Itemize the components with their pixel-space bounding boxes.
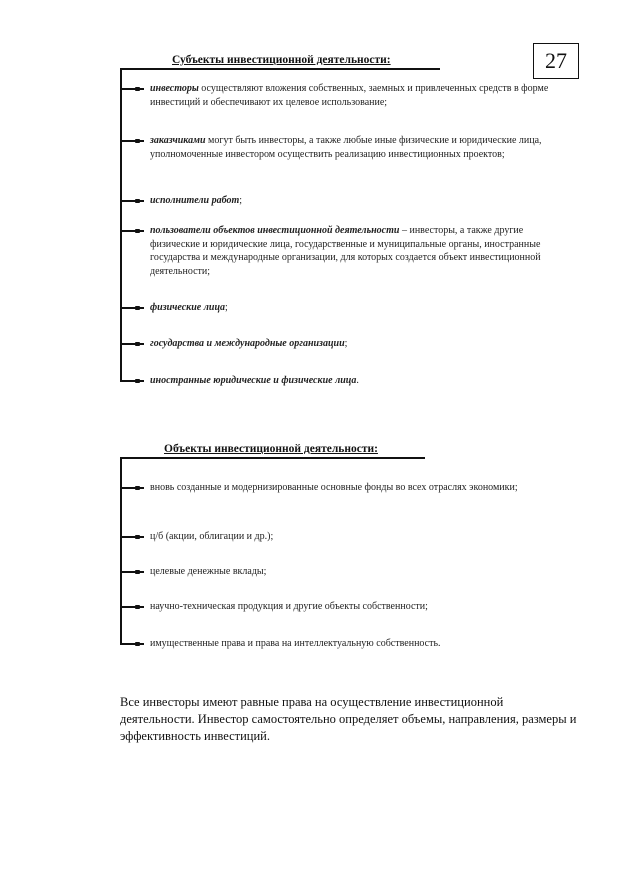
- list-item: [120, 530, 560, 544]
- item-text: могут быть инвесторы, а также любые иные физические и юридические лица, уполномоченные инвестором осуществить реализацию инвестиционных проектов;: [150, 135, 542, 160]
- item-term: заказчиками: [150, 135, 206, 146]
- item-term: государства и международные организации: [150, 338, 345, 349]
- bullet-icon: [120, 536, 144, 538]
- bullet-icon: [120, 606, 144, 608]
- list-item: [120, 600, 560, 614]
- bullet-icon: [120, 571, 144, 573]
- bullet-icon: [120, 307, 144, 309]
- item-text: имущественные права и права на интеллектуальную собственность.: [150, 638, 441, 649]
- item-text: целевые денежные вклады;: [150, 566, 267, 577]
- item-text: научно-техническая продукция и другие объекты собственности;: [150, 601, 428, 612]
- bullet-icon: [120, 140, 144, 142]
- subjects-bracket-top: [120, 68, 440, 70]
- item-term: иностранные юридические и физические лица: [150, 375, 357, 386]
- subjects-title: Субъекты инвестиционной деятельности:: [172, 54, 391, 66]
- item-text: .: [356, 375, 359, 386]
- objects-bracket-top: [120, 457, 425, 459]
- item-term: исполнители работ: [150, 195, 240, 206]
- bullet-icon: [120, 200, 144, 202]
- item-text: ;: [344, 338, 348, 349]
- list-item: [120, 194, 560, 208]
- list-item: [120, 224, 560, 278]
- summary-paragraph: Все инвесторы имеют равные права на осуществление инвестиционной деятельности. Инвестор самостоятельно определяет объемы, направления, размеры и эффективность инвестиций.: [120, 695, 577, 743]
- list-item: [120, 337, 560, 351]
- item-term: пользователи объектов инвестиционной деятельности: [150, 225, 400, 236]
- list-item: [120, 134, 560, 161]
- list-item: [120, 301, 560, 315]
- list-item: [120, 481, 560, 495]
- list-item: [120, 374, 560, 388]
- list-item: [120, 82, 560, 109]
- bullet-icon: [120, 380, 144, 382]
- bullet-icon: [120, 88, 144, 90]
- item-text: ;: [225, 302, 228, 313]
- list-item: [120, 637, 560, 651]
- item-text: ц/б (акции, облигации и др.);: [150, 531, 274, 542]
- page-number: 27: [533, 43, 579, 79]
- bullet-icon: [120, 343, 144, 345]
- objects-title: Объекты инвестиционной деятельности:: [164, 443, 378, 455]
- item-term: физические лица: [150, 302, 225, 313]
- item-term: инвесторы: [150, 83, 199, 94]
- item-text: осуществляют вложения собственных, заемных и привлеченных средств в форме инвестиций и обеспечивают их целевое использование;: [150, 83, 549, 108]
- list-item: [120, 565, 560, 579]
- item-text: – инвесторы, а также другие физические и юридические лица, государственные и муниципальные органы, иностранные государства и международные организации, для которых создается объект инвестиционной деятельности;: [150, 225, 541, 277]
- bullet-icon: [120, 487, 144, 489]
- item-text: ;: [239, 195, 243, 206]
- bullet-icon: [120, 643, 144, 645]
- bullet-icon: [120, 230, 144, 232]
- item-text: вновь созданные и модернизированные основные фонды во всех отраслях экономики;: [150, 482, 518, 493]
